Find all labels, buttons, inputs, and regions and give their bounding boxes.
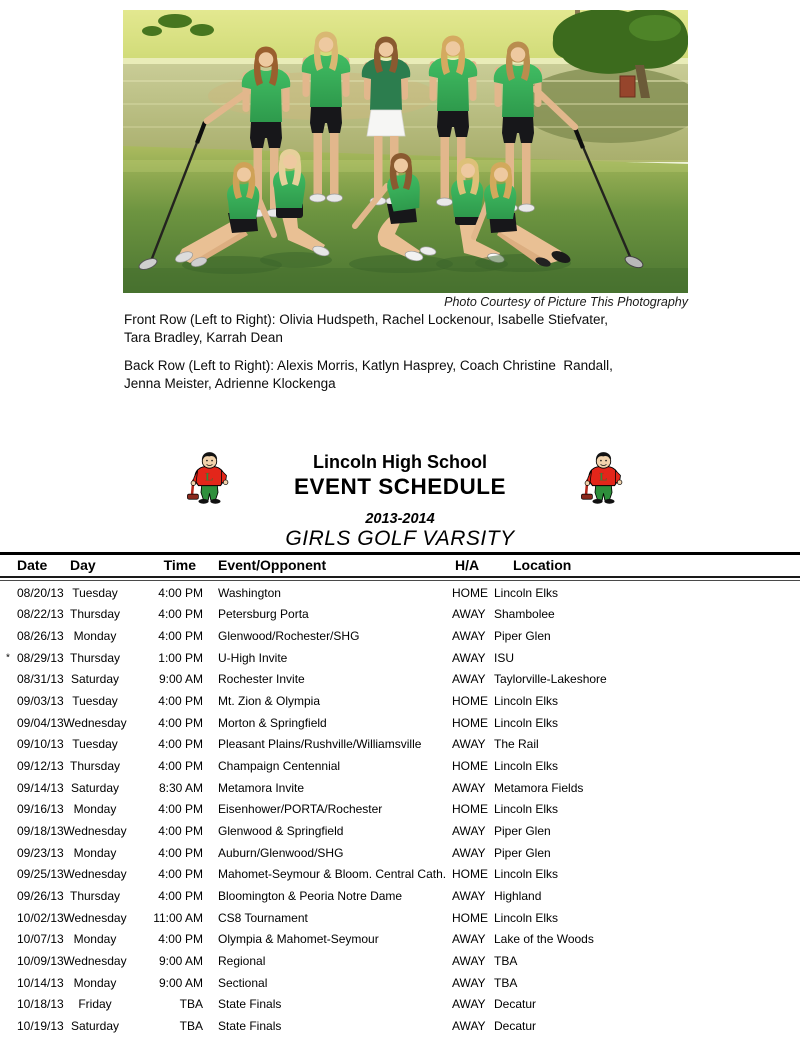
cell-event: CS8 Tournament — [218, 910, 308, 925]
cell-day: Tuesday — [72, 694, 118, 709]
cell-location: Lincoln Elks — [494, 802, 559, 817]
cell-day: Tuesday — [72, 737, 118, 752]
table-row — [0, 712, 800, 734]
cell-location: Taylorville-Lakeshore — [494, 672, 607, 687]
cell-date: 09/10/13 — [17, 737, 64, 752]
cell-event: Sectional — [218, 975, 268, 990]
cell-time: 4:00 PM — [158, 932, 203, 947]
cell-day: Saturday — [70, 780, 120, 795]
cell-time: 9:00 AM — [158, 975, 203, 990]
cell-day: Wednesday — [63, 715, 127, 730]
school-name: Lincoln High School — [313, 452, 487, 472]
table-row — [0, 1015, 800, 1037]
cell-time: TBA — [179, 1018, 203, 1033]
table-row — [0, 690, 800, 712]
cell-home-away: AWAY — [452, 889, 486, 904]
cell-location: ISU — [494, 650, 515, 665]
cell-date: 09/14/13 — [17, 780, 64, 795]
cell-date: 08/22/13 — [17, 607, 64, 622]
cell-home-away: AWAY — [452, 975, 486, 990]
cell-home-away: AWAY — [452, 672, 486, 687]
cell-event: Champaign Centennial — [218, 759, 341, 774]
cell-day: Thursday — [69, 607, 121, 622]
cell-event: Pleasant Plains/Rushville/Williamsville — [218, 737, 422, 752]
cell-location: Shambolee — [494, 607, 555, 622]
row-note-asterisk: * — [6, 652, 10, 664]
cell-location: The Rail — [494, 737, 539, 752]
cell-date: 08/31/13 — [17, 672, 64, 687]
cell-location: Metamora Fields — [494, 780, 584, 795]
cell-event: Mt. Zion & Olympia — [218, 694, 321, 709]
cell-day: Wednesday — [63, 910, 127, 925]
cell-location: Highland — [494, 889, 542, 904]
cell-time: 4:00 PM — [158, 845, 203, 860]
cell-location: Lincoln Elks — [494, 867, 559, 882]
cell-time: 4:00 PM — [158, 824, 203, 839]
table-row — [0, 755, 800, 777]
cell-date: 10/19/13 — [17, 1018, 64, 1033]
column-header-time: Time — [163, 557, 196, 573]
cell-home-away: AWAY — [452, 629, 486, 644]
table-row — [0, 993, 800, 1015]
cell-location: Piper Glen — [494, 824, 551, 839]
cell-event: Mahomet-Seymour & Bloom. Central Cath. — [218, 867, 447, 882]
cell-event: Petersburg Porta — [218, 607, 309, 622]
back-row-caption — [124, 357, 704, 392]
cell-date: 09/25/13 — [17, 867, 64, 882]
cell-home-away: AWAY — [452, 845, 486, 860]
cell-day: Friday — [78, 997, 112, 1012]
schedule-rows — [0, 582, 800, 1037]
table-row — [0, 604, 800, 626]
cell-time: 11:00 AM — [153, 910, 203, 925]
cell-time: 4:00 PM — [158, 629, 203, 644]
cell-event: Rochester Invite — [218, 672, 305, 687]
cell-event: Metamora Invite — [218, 780, 305, 795]
cell-location: TBA — [494, 975, 518, 990]
cell-time: 4:00 PM — [158, 759, 203, 774]
cell-event: Morton & Springfield — [218, 715, 327, 730]
svg-text:L: L — [599, 469, 608, 484]
cell-time: 4:00 PM — [158, 607, 203, 622]
cell-time: 4:00 PM — [158, 715, 203, 730]
cell-time: 4:00 PM — [158, 694, 203, 709]
cell-day: Monday — [73, 932, 117, 947]
cell-location: Lake of the Woods — [494, 932, 594, 947]
cell-day: Tuesday — [72, 585, 118, 600]
team-title: GIRLS GOLF VARSITY — [285, 527, 515, 550]
cell-time: 9:00 AM — [158, 672, 203, 687]
cell-date: 08/29/13 — [17, 650, 64, 665]
table-header-rule-thin — [0, 580, 800, 581]
cell-date: 08/20/13 — [17, 585, 64, 600]
cell-home-away: AWAY — [452, 780, 486, 795]
cell-date: 09/18/13 — [17, 824, 64, 839]
table-row — [0, 885, 800, 907]
cell-event: Regional — [218, 953, 266, 968]
cell-location: Lincoln Elks — [494, 759, 559, 774]
cell-day: Saturday — [70, 1018, 120, 1033]
cell-location: TBA — [494, 953, 518, 968]
cell-date: 10/07/13 — [17, 932, 64, 947]
cell-date: 09/23/13 — [17, 845, 64, 860]
cell-day: Monday — [73, 629, 117, 644]
column-header-ha: H/A — [455, 557, 480, 573]
front-row-line1: Front Row (Left to Right): Olivia Hudspeth, Rachel Lockenour, Isabelle Stiefvater, — [124, 312, 608, 327]
cell-time: 9:00 AM — [158, 953, 203, 968]
cell-home-away: HOME — [452, 910, 488, 925]
cell-location: Decatur — [494, 997, 537, 1012]
cell-date: 09/12/13 — [17, 759, 64, 774]
cell-date: 10/14/13 — [17, 975, 64, 990]
table-header-row — [0, 555, 800, 575]
table-row — [0, 734, 800, 756]
front-row-caption — [124, 311, 704, 346]
cell-location: Lincoln Elks — [494, 715, 559, 730]
back-row-line2: Jenna Meister, Adrienne Klockenga — [124, 375, 336, 391]
table-row — [0, 669, 800, 691]
cell-day: Monday — [73, 845, 117, 860]
table-row — [0, 625, 800, 647]
cell-home-away: HOME — [452, 759, 488, 774]
photo-credit: Photo Courtesy of Picture This Photography — [444, 295, 688, 309]
table-row — [0, 582, 800, 604]
table-row — [0, 842, 800, 864]
cell-day: Wednesday — [63, 824, 127, 839]
cell-event: Eisenhower/PORTA/Rochester — [218, 802, 383, 817]
page-title: EVENT SCHEDULE — [293, 474, 507, 499]
column-header-location: Location — [513, 557, 572, 573]
cell-date: 10/18/13 — [17, 997, 64, 1012]
cell-time: 4:00 PM — [158, 585, 203, 600]
cell-time: 4:00 PM — [158, 889, 203, 904]
cell-day: Wednesday — [63, 953, 127, 968]
team-photo — [123, 10, 688, 293]
cell-event: Glenwood/Rochester/SHG — [218, 629, 360, 644]
cell-time: 4:00 PM — [158, 737, 203, 752]
table-row — [0, 820, 800, 842]
svg-text:L: L — [205, 469, 214, 484]
table-row — [0, 929, 800, 951]
cell-event: State Finals — [218, 997, 282, 1012]
cell-home-away: HOME — [452, 715, 488, 730]
cell-time: 8:30 AM — [158, 780, 203, 795]
cell-home-away: AWAY — [452, 953, 486, 968]
back-row-line1: Back Row (Left to Right): Alexis Morris, Katlyn Hasprey, Coach Christine Randall, — [124, 358, 613, 373]
cell-event: Auburn/Glenwood/SHG — [218, 845, 344, 860]
cell-day: Monday — [73, 802, 117, 817]
cell-home-away: HOME — [452, 867, 488, 882]
cell-time: 1:00 PM — [158, 650, 203, 665]
cell-date: 09/04/13 — [17, 715, 64, 730]
table-row — [0, 950, 800, 972]
cell-day: Wednesday — [63, 867, 127, 882]
cell-home-away: AWAY — [452, 824, 486, 839]
cell-home-away: AWAY — [452, 932, 486, 947]
table-row — [0, 972, 800, 994]
cell-date: 09/16/13 — [17, 802, 64, 817]
cell-location: Decatur — [494, 1018, 537, 1033]
cell-event: Glenwood & Springfield — [218, 824, 344, 839]
cell-home-away: AWAY — [452, 607, 486, 622]
cell-location: Lincoln Elks — [494, 910, 559, 925]
pond-side-object — [620, 76, 635, 97]
table-row — [0, 777, 800, 799]
season-label: 2013-2014 — [365, 511, 435, 527]
cell-event: Bloomington & Peoria Notre Dame — [218, 889, 403, 904]
cell-date: 08/26/13 — [17, 629, 64, 644]
cell-home-away: AWAY — [452, 1018, 486, 1033]
cell-day: Thursday — [69, 889, 121, 904]
cell-home-away: AWAY — [452, 650, 486, 665]
cell-date: 09/26/13 — [17, 889, 64, 904]
cell-home-away: HOME — [452, 585, 488, 600]
cell-home-away: HOME — [452, 694, 488, 709]
cell-day: Thursday — [69, 650, 121, 665]
cell-event: U-High Invite — [218, 650, 288, 665]
column-header-event: Event/Opponent — [218, 557, 327, 573]
cell-time: 4:00 PM — [158, 867, 203, 882]
cell-location: Lincoln Elks — [494, 585, 559, 600]
cell-event: State Finals — [218, 1018, 282, 1033]
table-row — [0, 799, 800, 821]
cell-day: Monday — [73, 975, 117, 990]
cell-time: TBA — [179, 997, 203, 1012]
cell-home-away: AWAY — [452, 737, 486, 752]
front-row-line2: Tara Bradley, Karrah Dean — [124, 329, 283, 345]
table-row — [0, 907, 800, 929]
cell-location: Piper Glen — [494, 629, 551, 644]
cell-day: Saturday — [70, 672, 120, 687]
cell-location: Lincoln Elks — [494, 694, 559, 709]
cell-event: Washington — [218, 585, 281, 600]
team-photo-illustration — [123, 10, 688, 293]
column-header-day: Day — [70, 557, 96, 573]
table-row — [0, 647, 800, 669]
cell-time: 4:00 PM — [158, 802, 203, 817]
cell-home-away: AWAY — [452, 997, 486, 1012]
cell-date: 10/02/13 — [17, 910, 64, 925]
cell-date: 09/03/13 — [17, 694, 64, 709]
table-header-rule — [0, 576, 800, 578]
cell-date: 10/09/13 — [17, 953, 64, 968]
cell-event: Olympia & Mahomet-Seymour — [218, 932, 379, 947]
column-header-date: Date — [17, 557, 48, 573]
cell-day: Thursday — [69, 759, 121, 774]
table-row — [0, 864, 800, 886]
cell-home-away: HOME — [452, 802, 488, 817]
cell-location: Piper Glen — [494, 845, 551, 860]
